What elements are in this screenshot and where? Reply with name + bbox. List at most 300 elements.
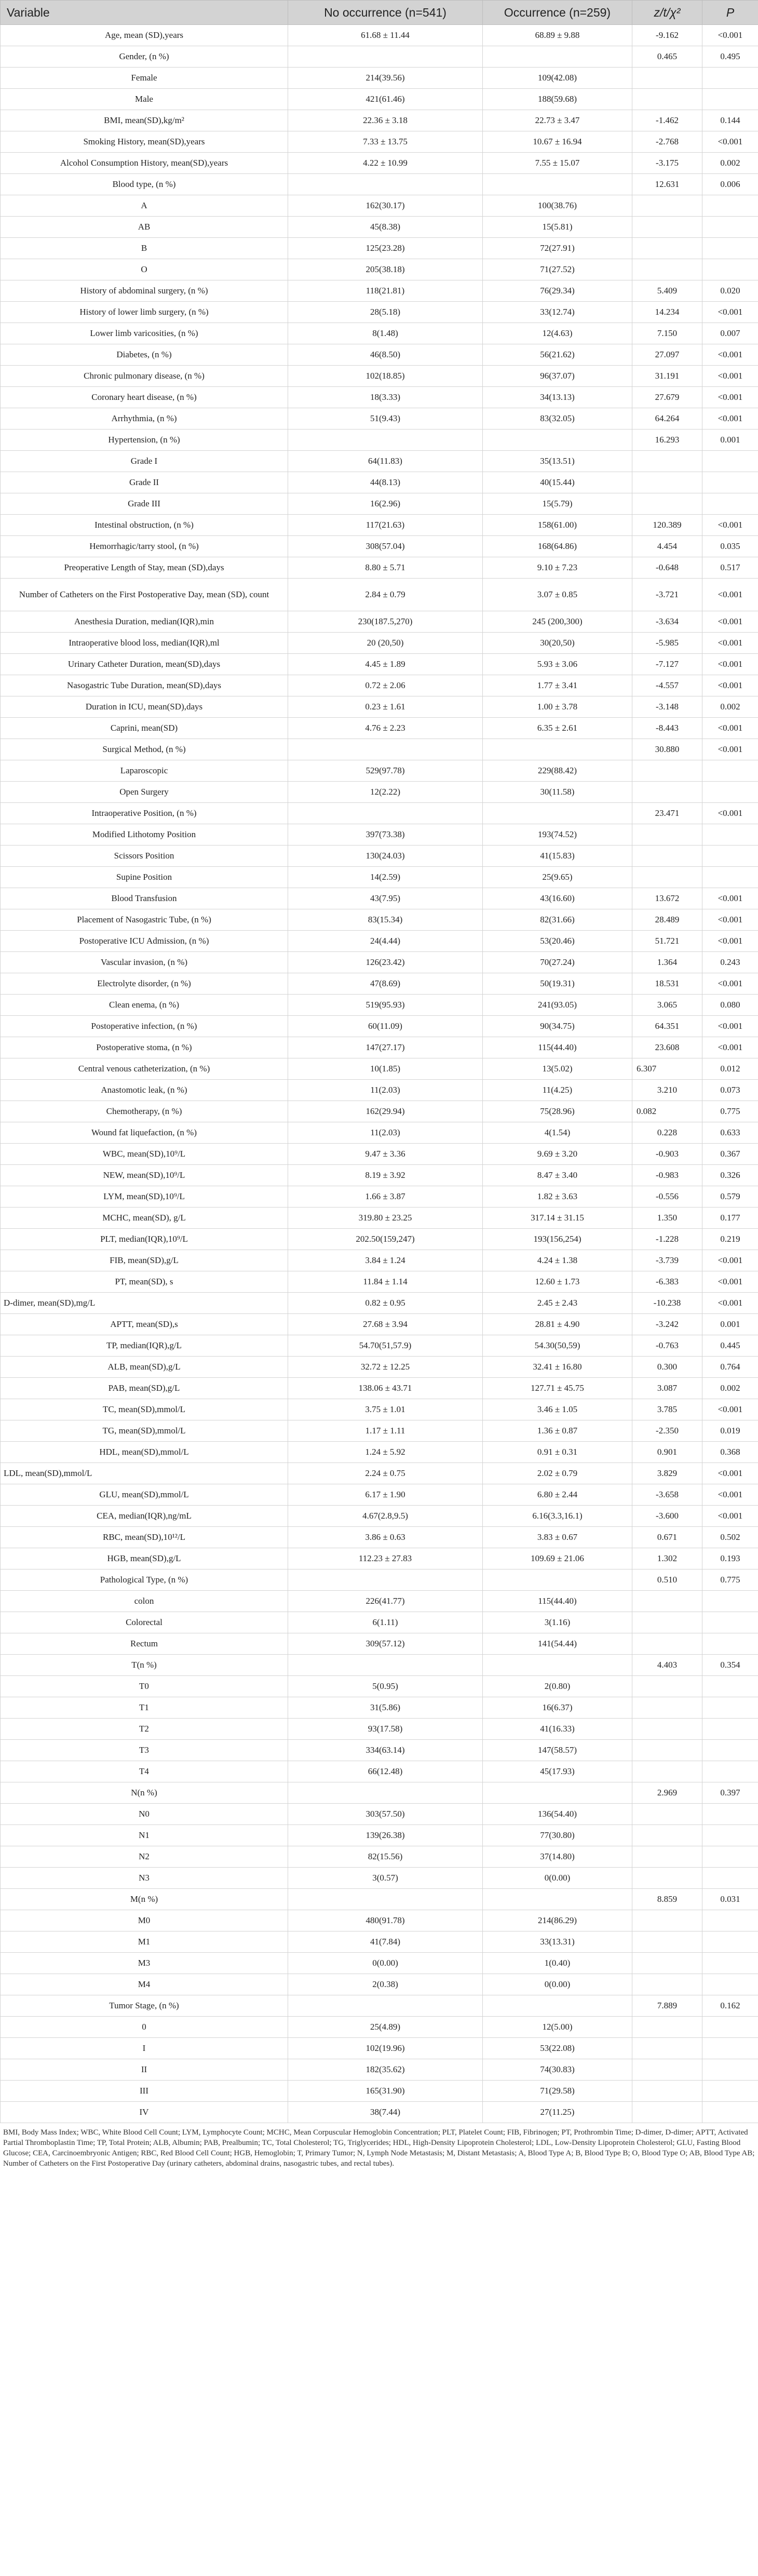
cell-occurrence	[483, 46, 632, 68]
cell-p-value: <0.001	[702, 408, 758, 430]
cell-no-occurrence: 118(21.81)	[288, 280, 483, 302]
table-row	[1, 280, 758, 302]
cell-p-value: <0.001	[702, 1037, 758, 1058]
cell-no-occurrence: 14(2.59)	[288, 867, 483, 888]
cell-variable: Grade II	[1, 472, 288, 493]
cell-test-statistic: 14.234	[632, 302, 702, 323]
cell-variable: Lower limb varicosities, (n %)	[1, 323, 288, 344]
cell-test-statistic: -3.739	[632, 1250, 702, 1271]
cell-test-statistic: 18.531	[632, 973, 702, 995]
cell-occurrence: 147(58.57)	[483, 1740, 632, 1761]
cell-variable: FIB, mean(SD),g/L	[1, 1250, 288, 1271]
cell-occurrence: 141(54.44)	[483, 1633, 632, 1655]
cell-p-value: <0.001	[702, 888, 758, 909]
cell-p-value: 0.020	[702, 280, 758, 302]
cell-variable: WBC, mean(SD),10⁹/L	[1, 1144, 288, 1165]
cell-p-value: 0.002	[702, 153, 758, 174]
table-row	[1, 1463, 758, 1484]
cell-no-occurrence: 25(4.89)	[288, 2017, 483, 2038]
cell-occurrence: 56(21.62)	[483, 344, 632, 366]
cell-occurrence: 7.55 ± 15.07	[483, 153, 632, 174]
cell-occurrence: 115(44.40)	[483, 1591, 632, 1612]
cell-p-value: <0.001	[702, 302, 758, 323]
table-row	[1, 1378, 758, 1399]
cell-test-statistic: -3.148	[632, 696, 702, 718]
cell-occurrence: 96(37.07)	[483, 366, 632, 387]
cell-no-occurrence: 4.76 ± 2.23	[288, 718, 483, 739]
table-row	[1, 1655, 758, 1676]
cell-variable: I	[1, 2038, 288, 2059]
cell-occurrence: 75(28.96)	[483, 1101, 632, 1122]
cell-no-occurrence: 27.68 ± 3.94	[288, 1314, 483, 1335]
cell-no-occurrence: 138.06 ± 43.71	[288, 1378, 483, 1399]
cell-variable: Urinary Catheter Duration, mean(SD),days	[1, 654, 288, 675]
cell-variable: LYM, mean(SD),10⁹/L	[1, 1186, 288, 1208]
cell-p-value: <0.001	[702, 344, 758, 366]
cell-p-value	[702, 1846, 758, 1868]
table-row	[1, 1314, 758, 1335]
cell-test-statistic: -3.600	[632, 1506, 702, 1527]
cell-occurrence: 9.10 ± 7.23	[483, 557, 632, 579]
cell-no-occurrence	[288, 1782, 483, 1804]
cell-occurrence	[483, 803, 632, 824]
cell-variable: Supine Position	[1, 867, 288, 888]
cell-occurrence: 11(4.25)	[483, 1080, 632, 1101]
table-row	[1, 782, 758, 803]
cell-no-occurrence: 61.68 ± 11.44	[288, 25, 483, 46]
table-row	[1, 323, 758, 344]
cell-no-occurrence	[288, 46, 483, 68]
cell-test-statistic	[632, 1761, 702, 1782]
cell-no-occurrence: 397(73.38)	[288, 824, 483, 846]
table-row	[1, 824, 758, 846]
table-row	[1, 1569, 758, 1591]
cell-test-statistic: -2.768	[632, 131, 702, 153]
cell-occurrence: 34(13.13)	[483, 387, 632, 408]
cell-test-statistic: -10.238	[632, 1293, 702, 1314]
cell-occurrence: 43(16.60)	[483, 888, 632, 909]
cell-test-statistic	[632, 760, 702, 782]
cell-test-statistic: -0.648	[632, 557, 702, 579]
cell-test-statistic: 30.880	[632, 739, 702, 760]
cell-p-value: 0.073	[702, 1080, 758, 1101]
cell-no-occurrence: 102(19.96)	[288, 2038, 483, 2059]
cell-no-occurrence: 44(8.13)	[288, 472, 483, 493]
table-row	[1, 302, 758, 323]
cell-occurrence: 5.93 ± 3.06	[483, 654, 632, 675]
cell-no-occurrence: 130(24.03)	[288, 846, 483, 867]
table-row	[1, 1293, 758, 1314]
cell-p-value	[702, 760, 758, 782]
cell-test-statistic: 0.300	[632, 1357, 702, 1378]
cell-variable: T(n %)	[1, 1655, 288, 1676]
cell-test-statistic	[632, 1974, 702, 1995]
cell-occurrence	[483, 174, 632, 195]
cell-no-occurrence: 8.80 ± 5.71	[288, 557, 483, 579]
table-row	[1, 1697, 758, 1719]
cell-test-statistic: 120.389	[632, 515, 702, 536]
table-row	[1, 1719, 758, 1740]
cell-no-occurrence: 3.75 ± 1.01	[288, 1399, 483, 1420]
cell-occurrence: 136(54.40)	[483, 1804, 632, 1825]
cell-variable: N(n %)	[1, 1782, 288, 1804]
cell-variable: Age, mean (SD),years	[1, 25, 288, 46]
cell-no-occurrence: 7.33 ± 13.75	[288, 131, 483, 153]
table-row	[1, 1484, 758, 1506]
cell-p-value	[702, 1953, 758, 1974]
table-row	[1, 909, 758, 931]
cell-p-value	[702, 195, 758, 217]
cell-occurrence: 115(44.40)	[483, 1037, 632, 1058]
table-row	[1, 1271, 758, 1293]
cell-no-occurrence: 83(15.34)	[288, 909, 483, 931]
cell-test-statistic: -1.228	[632, 1229, 702, 1250]
cell-occurrence: 90(34.75)	[483, 1016, 632, 1037]
cell-no-occurrence: 202.50(159,247)	[288, 1229, 483, 1250]
table-row	[1, 1910, 758, 1931]
cell-test-statistic: -0.556	[632, 1186, 702, 1208]
cell-occurrence: 40(15.44)	[483, 472, 632, 493]
table-row	[1, 174, 758, 195]
cell-p-value: 0.012	[702, 1058, 758, 1080]
cell-occurrence: 25(9.65)	[483, 867, 632, 888]
table-row	[1, 1868, 758, 1889]
cell-no-occurrence: 24(4.44)	[288, 931, 483, 952]
cell-test-statistic: 64.264	[632, 408, 702, 430]
cell-test-statistic	[632, 1910, 702, 1931]
table-row	[1, 611, 758, 633]
cell-test-statistic: -0.983	[632, 1165, 702, 1186]
cell-occurrence	[483, 1569, 632, 1591]
table-row	[1, 259, 758, 280]
cell-variable: M3	[1, 1953, 288, 1974]
cell-no-occurrence: 6.17 ± 1.90	[288, 1484, 483, 1506]
cell-occurrence: 41(15.83)	[483, 846, 632, 867]
cell-variable: HDL, mean(SD),mmol/L	[1, 1442, 288, 1463]
cell-test-statistic	[632, 472, 702, 493]
cell-occurrence: 83(32.05)	[483, 408, 632, 430]
cell-p-value: 0.368	[702, 1442, 758, 1463]
table-row	[1, 110, 758, 131]
cell-no-occurrence: 334(63.14)	[288, 1740, 483, 1761]
cell-test-statistic	[632, 2081, 702, 2102]
cell-occurrence: 71(29.58)	[483, 2081, 632, 2102]
table-row	[1, 68, 758, 89]
cell-no-occurrence: 182(35.62)	[288, 2059, 483, 2081]
cell-no-occurrence: 45(8.38)	[288, 217, 483, 238]
cell-variable: Anastomotic leak, (n %)	[1, 1080, 288, 1101]
table-row	[1, 1761, 758, 1782]
cell-variable: NEW, mean(SD),10⁹/L	[1, 1165, 288, 1186]
cell-no-occurrence: 4.45 ± 1.89	[288, 654, 483, 675]
cell-variable: Caprini, mean(SD)	[1, 718, 288, 739]
cell-test-statistic: 6.307	[632, 1058, 702, 1080]
cell-p-value	[702, 1591, 758, 1612]
cell-no-occurrence: 8(1.48)	[288, 323, 483, 344]
table-row	[1, 931, 758, 952]
table-header	[1, 1, 758, 25]
cell-test-statistic: 0.901	[632, 1442, 702, 1463]
cell-occurrence: 70(27.24)	[483, 952, 632, 973]
cell-occurrence: 76(29.34)	[483, 280, 632, 302]
cell-test-statistic	[632, 195, 702, 217]
cell-variable: colon	[1, 1591, 288, 1612]
table-row	[1, 1591, 758, 1612]
cell-occurrence: 188(59.68)	[483, 89, 632, 110]
cell-test-statistic	[632, 2059, 702, 2081]
cell-test-statistic	[632, 1676, 702, 1697]
cell-test-statistic: 7.889	[632, 1995, 702, 2017]
cell-variable: Alcohol Consumption History, mean(SD),years	[1, 153, 288, 174]
cell-occurrence: 109(42.08)	[483, 68, 632, 89]
cell-no-occurrence	[288, 1655, 483, 1676]
cell-test-statistic: 1.302	[632, 1548, 702, 1569]
cell-no-occurrence	[288, 739, 483, 760]
cell-no-occurrence: 18(3.33)	[288, 387, 483, 408]
cell-test-statistic	[632, 1846, 702, 1868]
table-row	[1, 1995, 758, 2017]
cell-test-statistic	[632, 867, 702, 888]
cell-test-statistic: -2.350	[632, 1420, 702, 1442]
table-row	[1, 1016, 758, 1037]
cell-occurrence: 12(4.63)	[483, 323, 632, 344]
cell-variable: M(n %)	[1, 1889, 288, 1910]
cell-no-occurrence	[288, 1995, 483, 2017]
cell-occurrence	[483, 1782, 632, 1804]
cell-test-statistic	[632, 68, 702, 89]
cell-test-statistic	[632, 1953, 702, 1974]
cell-no-occurrence: 480(91.78)	[288, 1910, 483, 1931]
cell-test-statistic: 8.859	[632, 1889, 702, 1910]
cell-variable: BMI, mean(SD),kg/m²	[1, 110, 288, 131]
cell-no-occurrence: 2.84 ± 0.79	[288, 579, 483, 611]
cell-test-statistic: -0.903	[632, 1144, 702, 1165]
cell-no-occurrence: 309(57.12)	[288, 1633, 483, 1655]
cell-no-occurrence: 308(57.04)	[288, 536, 483, 557]
cell-no-occurrence: 0(0.00)	[288, 1953, 483, 1974]
cell-variable: Intestinal obstruction, (n %)	[1, 515, 288, 536]
cell-no-occurrence: 319.80 ± 23.25	[288, 1208, 483, 1229]
cell-p-value	[702, 451, 758, 472]
cell-p-value	[702, 846, 758, 867]
cell-test-statistic: -9.162	[632, 25, 702, 46]
cell-variable: O	[1, 259, 288, 280]
cell-test-statistic: -3.242	[632, 1314, 702, 1335]
cell-p-value: 0.367	[702, 1144, 758, 1165]
cell-p-value	[702, 1761, 758, 1782]
cell-test-statistic: 3.829	[632, 1463, 702, 1484]
cell-test-statistic: -3.634	[632, 611, 702, 633]
cell-p-value: <0.001	[702, 633, 758, 654]
table-row	[1, 1931, 758, 1953]
cell-variable: Postoperative ICU Admission, (n %)	[1, 931, 288, 952]
table-row	[1, 1676, 758, 1697]
cell-p-value: 0.764	[702, 1357, 758, 1378]
cell-test-statistic	[632, 1719, 702, 1740]
cell-p-value: 0.035	[702, 536, 758, 557]
cell-no-occurrence: 230(187.5,270)	[288, 611, 483, 633]
table-row	[1, 1804, 758, 1825]
cell-occurrence: 13(5.02)	[483, 1058, 632, 1080]
cell-test-statistic: -3.658	[632, 1484, 702, 1506]
cell-no-occurrence: 54.70(51,57.9)	[288, 1335, 483, 1357]
cell-no-occurrence: 529(97.78)	[288, 760, 483, 782]
cell-no-occurrence: 126(23.42)	[288, 952, 483, 973]
cell-occurrence: 1.77 ± 3.41	[483, 675, 632, 696]
table-row	[1, 696, 758, 718]
cell-p-value	[702, 2102, 758, 2123]
cell-no-occurrence: 11(2.03)	[288, 1080, 483, 1101]
table-row	[1, 2081, 758, 2102]
cell-no-occurrence: 519(95.93)	[288, 995, 483, 1016]
cell-variable: 0	[1, 2017, 288, 2038]
table-row	[1, 238, 758, 259]
cell-p-value: <0.001	[702, 1463, 758, 1484]
cell-variable: Anesthesia Duration, median(IQR),min	[1, 611, 288, 633]
table-row	[1, 1229, 758, 1250]
cell-occurrence: 77(30.80)	[483, 1825, 632, 1846]
cell-test-statistic: -0.763	[632, 1335, 702, 1357]
cell-no-occurrence: 117(21.63)	[288, 515, 483, 536]
cell-p-value	[702, 2081, 758, 2102]
table-row	[1, 366, 758, 387]
cell-variable: T4	[1, 1761, 288, 1782]
cell-no-occurrence: 125(23.28)	[288, 238, 483, 259]
table-row	[1, 803, 758, 824]
cell-test-statistic: 2.969	[632, 1782, 702, 1804]
header-no-occurrence: No occurrence (n=541)	[288, 1, 483, 25]
cell-p-value	[702, 1676, 758, 1697]
table-row	[1, 995, 758, 1016]
cell-variable: Laparoscopic	[1, 760, 288, 782]
cell-no-occurrence: 3.84 ± 1.24	[288, 1250, 483, 1271]
cell-p-value	[702, 1633, 758, 1655]
cell-variable: Intraoperative blood loss, median(IQR),ml	[1, 633, 288, 654]
cell-occurrence: 1.36 ± 0.87	[483, 1420, 632, 1442]
table-row	[1, 1548, 758, 1569]
cell-variable: RBC, mean(SD),10¹²/L	[1, 1527, 288, 1548]
cell-variable: ALB, mean(SD),g/L	[1, 1357, 288, 1378]
cell-no-occurrence: 41(7.84)	[288, 1931, 483, 1953]
cell-occurrence: 82(31.66)	[483, 909, 632, 931]
cell-variable: Pathological Type, (n %)	[1, 1569, 288, 1591]
cell-p-value	[702, 238, 758, 259]
cell-variable: T0	[1, 1676, 288, 1697]
cell-no-occurrence: 32.72 ± 12.25	[288, 1357, 483, 1378]
cell-p-value: <0.001	[702, 1506, 758, 1527]
cell-variable: History of lower limb surgery, (n %)	[1, 302, 288, 323]
cell-test-statistic: 23.608	[632, 1037, 702, 1058]
cell-occurrence: 168(64.86)	[483, 536, 632, 557]
cell-p-value	[702, 1697, 758, 1719]
cell-test-statistic	[632, 1931, 702, 1953]
cell-variable: Central venous catheterization, (n %)	[1, 1058, 288, 1080]
cell-variable: Intraoperative Position, (n %)	[1, 803, 288, 824]
table-row	[1, 888, 758, 909]
cell-test-statistic: 1.364	[632, 952, 702, 973]
table-row	[1, 1782, 758, 1804]
cell-variable: TC, mean(SD),mmol/L	[1, 1399, 288, 1420]
cell-p-value: <0.001	[702, 718, 758, 739]
cell-occurrence: 35(13.51)	[483, 451, 632, 472]
cell-test-statistic: -5.985	[632, 633, 702, 654]
cell-p-value: 0.162	[702, 1995, 758, 2017]
cell-variable: Smoking History, mean(SD),years	[1, 131, 288, 153]
cell-occurrence	[483, 1655, 632, 1676]
table-row	[1, 195, 758, 217]
table-row	[1, 739, 758, 760]
table-row	[1, 1208, 758, 1229]
cell-occurrence: 15(5.81)	[483, 217, 632, 238]
cell-occurrence: 2(0.80)	[483, 1676, 632, 1697]
cell-p-value	[702, 782, 758, 803]
cell-test-statistic: 3.087	[632, 1378, 702, 1399]
table-row	[1, 654, 758, 675]
cell-variable: D-dimer, mean(SD),mg/L	[1, 1293, 288, 1314]
cell-p-value: <0.001	[702, 1293, 758, 1314]
cell-p-value	[702, 1825, 758, 1846]
cell-occurrence: 3.83 ± 0.67	[483, 1527, 632, 1548]
cell-test-statistic	[632, 2038, 702, 2059]
cell-no-occurrence: 0.82 ± 0.95	[288, 1293, 483, 1314]
header-row	[1, 1, 758, 25]
cell-no-occurrence: 3(0.57)	[288, 1868, 483, 1889]
cell-occurrence: 317.14 ± 31.15	[483, 1208, 632, 1229]
cell-no-occurrence: 0.23 ± 1.61	[288, 696, 483, 718]
table-row	[1, 1612, 758, 1633]
cell-occurrence: 53(22.08)	[483, 2038, 632, 2059]
cell-variable: II	[1, 2059, 288, 2081]
cell-variable: Duration in ICU, mean(SD),days	[1, 696, 288, 718]
table-row	[1, 153, 758, 174]
cell-test-statistic	[632, 1697, 702, 1719]
cell-occurrence: 158(61.00)	[483, 515, 632, 536]
cell-p-value	[702, 2017, 758, 2038]
cell-p-value: 0.007	[702, 323, 758, 344]
cell-test-statistic: 28.489	[632, 909, 702, 931]
cell-occurrence: 16(6.37)	[483, 1697, 632, 1719]
cell-no-occurrence: 421(61.46)	[288, 89, 483, 110]
table-row	[1, 1506, 758, 1527]
cell-p-value: 0.019	[702, 1420, 758, 1442]
cell-no-occurrence: 10(1.85)	[288, 1058, 483, 1080]
cell-no-occurrence: 303(57.50)	[288, 1804, 483, 1825]
table-row	[1, 1953, 758, 1974]
table-row	[1, 1527, 758, 1548]
cell-test-statistic: 3.785	[632, 1399, 702, 1420]
cell-test-statistic	[632, 1591, 702, 1612]
cell-variable: Placement of Nasogastric Tube, (n %)	[1, 909, 288, 931]
cell-variable: PLT, median(IQR),10⁹/L	[1, 1229, 288, 1250]
cell-variable: III	[1, 2081, 288, 2102]
cell-variable: A	[1, 195, 288, 217]
cell-variable: N0	[1, 1804, 288, 1825]
cell-variable: Arrhythmia, (n %)	[1, 408, 288, 430]
cell-variable: Colorectal	[1, 1612, 288, 1633]
cell-occurrence: 4.24 ± 1.38	[483, 1250, 632, 1271]
cell-no-occurrence: 139(26.38)	[288, 1825, 483, 1846]
cell-variable: N3	[1, 1868, 288, 1889]
cell-variable: Male	[1, 89, 288, 110]
cell-occurrence: 33(12.74)	[483, 302, 632, 323]
cell-occurrence: 28.81 ± 4.90	[483, 1314, 632, 1335]
cell-no-occurrence: 205(38.18)	[288, 259, 483, 280]
cell-p-value: <0.001	[702, 1399, 758, 1420]
cell-occurrence: 15(5.79)	[483, 493, 632, 515]
cell-p-value: 0.001	[702, 1314, 758, 1335]
cell-variable: Chronic pulmonary disease, (n %)	[1, 366, 288, 387]
cell-no-occurrence: 1.24 ± 5.92	[288, 1442, 483, 1463]
